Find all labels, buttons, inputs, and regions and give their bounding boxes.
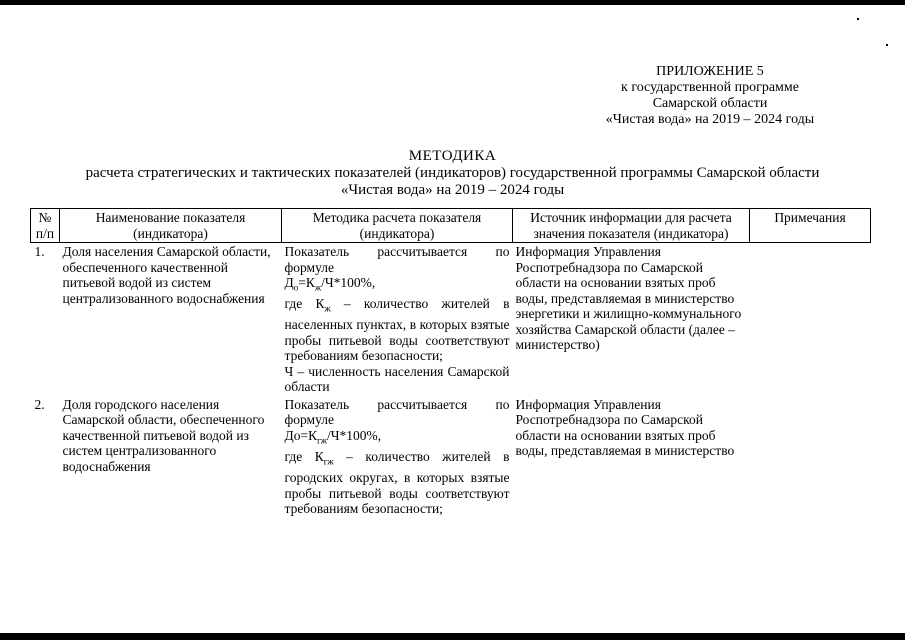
source-cell: Информация Управления Роспотребнадзора по Самарской области на основании взятых проб воды, представляемая в министерство	[515, 396, 735, 459]
appendix-block	[560, 64, 860, 128]
title-subline: расчета стратегических и тактических показателей (индикаторов) государственной программы Самарской области	[85, 165, 820, 181]
appendix-line: Самарской области	[652, 96, 768, 111]
definition: где $К_ж$ – количество жителей в населенных пунктах, в которых взятые пробы питьевой воды соответствуют требованиям безопасности;	[284, 296, 510, 364]
method-intro: Показатель рассчитывается по формуле	[284, 396, 510, 428]
indicator-name: Доля городского населения Самарской области, обеспеченного качественной питьевой водой из систем централизованного водоснабжения	[62, 396, 265, 474]
method-cell	[282, 396, 513, 518]
notes-cell	[750, 243, 871, 396]
row-number: 1.	[34, 244, 45, 259]
row-number: 2.	[34, 396, 45, 412]
method-intro: Показатель рассчитывается по формуле	[284, 244, 510, 275]
definition: Ч – численность населения Самарской области	[284, 363, 510, 395]
formula: $До=К_{гж}/Ч*100\%$,	[284, 427, 382, 446]
document-title	[0, 148, 905, 199]
appendix-line: «Чистая вода» на 2019 – 2024 годы	[605, 112, 815, 127]
table-header-row	[31, 209, 871, 243]
title-heading: МЕТОДИКА	[408, 148, 497, 164]
scan-speck	[857, 18, 859, 20]
formula: $Д_о=К_ж/Ч*100\%$,	[284, 275, 376, 293]
scan-speck	[886, 44, 888, 46]
bottom-border-line	[0, 633, 905, 640]
table-row	[31, 396, 871, 518]
title-subline: «Чистая вода» на 2019 – 2024 годы	[340, 182, 565, 198]
header-name: Наименование показателя (индикатора)	[60, 209, 282, 243]
table-row	[31, 243, 871, 396]
header-source: Источник информации для расчета значения показателя (индикатора)	[513, 209, 750, 243]
definition: где $К_{гж}$ – количество жителей в городских округах, в которых взятые пробы питьевой воды соответствуют требованиям безопасности;	[284, 449, 510, 517]
appendix-number: ПРИЛОЖЕНИЕ 5	[656, 64, 764, 79]
appendix-line: к государственной программе	[621, 80, 799, 95]
source-cell: Информация Управления Роспотребнадзора по Самарской области на основании взятых проб воды, представляемая в министерство энергетики и жилищно-коммунального хозяйства Самарской области (далее – министерство)	[515, 244, 742, 352]
header-method: Методика расчета показателя (индикатора)	[282, 209, 513, 243]
indicator-name: Доля населения Самарской области, обеспеченного качественной питьевой водой из систем централизованного водоснабжения	[62, 244, 271, 306]
indicators-table	[30, 208, 871, 518]
notes-cell	[750, 396, 871, 518]
top-border-line	[0, 0, 905, 5]
method-cell	[282, 243, 513, 396]
header-num: № п/п	[31, 209, 60, 243]
header-notes: Примечания	[750, 209, 871, 243]
